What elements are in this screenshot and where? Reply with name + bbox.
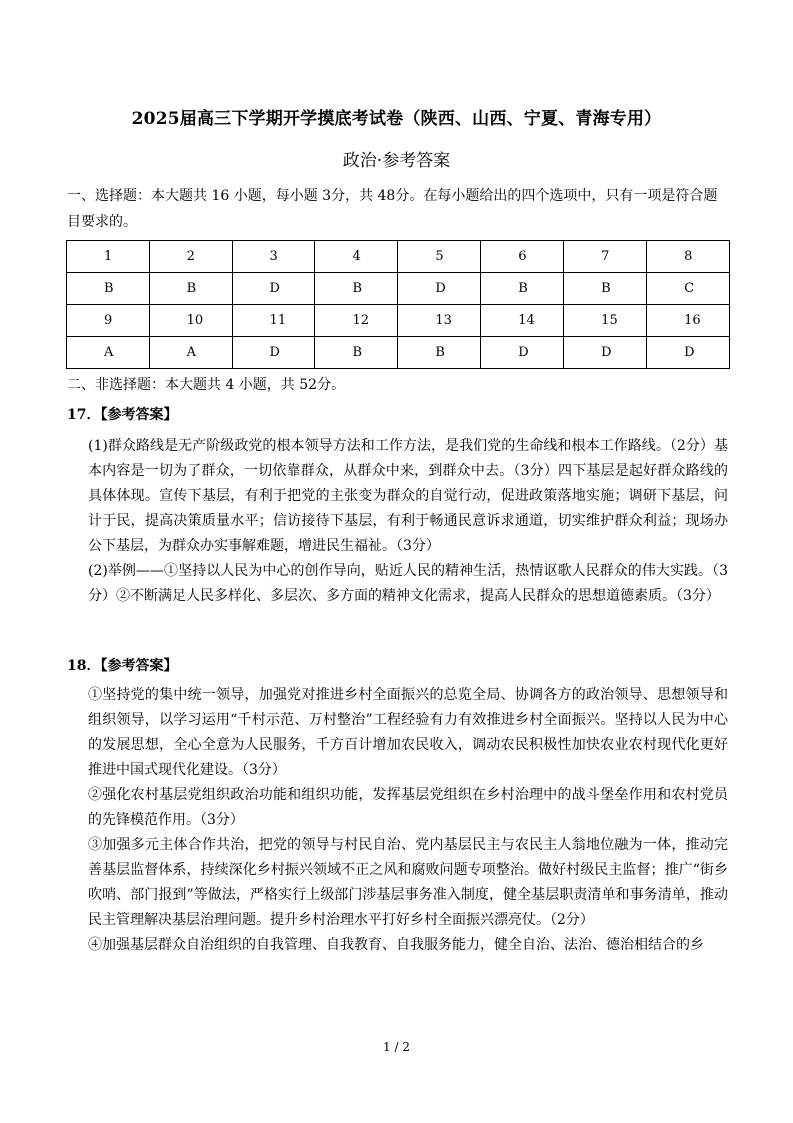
answer-table-cell: B: [564, 273, 647, 305]
section-1-instructions: 一、选择题：本大题共 16 小题，每小题 3分，共 48分。在每小题给出的四个选项中，只有一项是符合题目要求的。: [67, 188, 718, 230]
answer-table-cell: D: [481, 337, 564, 369]
answer-table-cell: 4: [315, 241, 398, 273]
answer-paragraph: ④加强基层群众自治组织的自我管理、自我教育、自我服务能力，健全自治、法治、德治相结合的乡: [88, 937, 704, 953]
answer-paragraph: (2)举例——①坚持以人民为中心的创作导向，贴近人民的精神生活，热情讴歌人民群众的伟大实践。（3分）②不断满足人民多样化、多层次、多方面的精神文化需求，提高人民群众的思想道德素质。（3分）: [88, 563, 728, 604]
answer-paragraph: ③加强多元主体合作共治，把党的领导与村民自治、党内基层民主与农民主人翁地位融为一体，推动完善基层监督体系，持续深化乡村振兴领域不正之风和腐败问题专项整治。做好村级民主监督；推广“街乡吹哨、部门报到”等做法，严格实行上级部门涉基层事务准入制度，健全基层职责清单和事务清单，推动民主管理解决基层治理问题。提升乡村治理水平打好乡村全面振兴漂亮仗。（2分）: [88, 837, 728, 928]
answer-table-cell: D: [398, 273, 481, 305]
document-title: 2025届高三下学期开学摸底考试卷（陕西、山西、宁夏、青海专用）: [131, 109, 662, 129]
answer-table-cell: D: [647, 337, 730, 369]
answer-table-cell: B: [398, 337, 481, 369]
question-17-heading: 17．【参考答案】: [67, 407, 178, 423]
answer-table-cell: D: [564, 337, 647, 369]
answer-table-cell: 1: [67, 241, 150, 273]
answer-table-cell: 6: [481, 241, 564, 273]
answer-table-cell: 14: [481, 305, 564, 337]
answer-table-cell: B: [315, 273, 398, 305]
answer-table-cell: 2: [149, 241, 232, 273]
answer-table-cell: 15: [564, 305, 647, 337]
answer-table-cell: B: [67, 273, 150, 305]
answer-table-cell: A: [67, 337, 150, 369]
answer-table-row: [67, 273, 730, 305]
answer-paragraph: ①坚持党的集中统一领导，加强党对推进乡村全面振兴的总览全局、协调各方的政治领导、思想领导和组织领导，以学习运用“千村示范、万村整治”工程经验有力有效推进乡村全面振兴。坚持以人民为中心的发展思想，全心全意为人民服务，千方百计增加农民收入，调动农民积极性加快农业农村现代化更好推进中国式现代化建设。（3分）: [88, 687, 728, 778]
answer-table-cell: 11: [232, 305, 315, 337]
answer-table-cell: 7: [564, 241, 647, 273]
answer-table-cell: A: [149, 337, 232, 369]
answer-table-row: [67, 241, 730, 273]
answer-paragraph: (1)群众路线是无产阶级政党的根本领导方法和工作方法，是我们党的生命线和根本工作路线。（2分）基本内容是一切为了群众，一切依靠群众，从群众中来，到群众中去。（3分）四下基层是起好群众路线的具体体现。宣传下基层，有利于把党的主张变为群众的自觉行动，促进政策落地实施；调研下基层，问计于民，提高决策质量水平；信访接待下基层，有利于畅通民意诉求通道，切实维护群众利益；现场办公下基层，为群众办实事解难题，增进民生福祉。（3分）: [88, 438, 728, 554]
question-18-answer: [88, 683, 728, 958]
answer-paragraph: ②强化农村基层党组织政治功能和组织功能，发挥基层党组织在乡村治理中的战斗堡垒作用和农村党员的先锋模范作用。（3分）: [88, 787, 728, 828]
document-subtitle: 政治·参考答案: [342, 151, 451, 171]
answer-table-cell: 12: [315, 305, 398, 337]
answer-table-cell: D: [232, 337, 315, 369]
page-number: 1 / 2: [383, 1040, 410, 1054]
answer-table-cell: B: [481, 273, 564, 305]
answer-table-cell: 10: [149, 305, 232, 337]
answer-table-cell: B: [149, 273, 232, 305]
answer-table-cell: B: [315, 337, 398, 369]
answer-table-cell: 9: [67, 305, 150, 337]
answer-table: [66, 240, 730, 369]
answer-table-cell: 8: [647, 241, 730, 273]
answer-table-row: [67, 337, 730, 369]
answer-table-cell: 5: [398, 241, 481, 273]
answer-table-cell: D: [232, 273, 315, 305]
section-2-instructions: 二、非选择题：本大题共 4 小题，共 52分。: [67, 377, 346, 393]
answer-table-cell: 13: [398, 305, 481, 337]
question-17-answer: [88, 434, 728, 609]
answer-table-row: [67, 305, 730, 337]
question-18-heading: 18．【参考答案】: [67, 658, 178, 674]
answer-table-cell: 3: [232, 241, 315, 273]
answer-table-cell: C: [647, 273, 730, 305]
answer-table-cell: 16: [647, 305, 730, 337]
